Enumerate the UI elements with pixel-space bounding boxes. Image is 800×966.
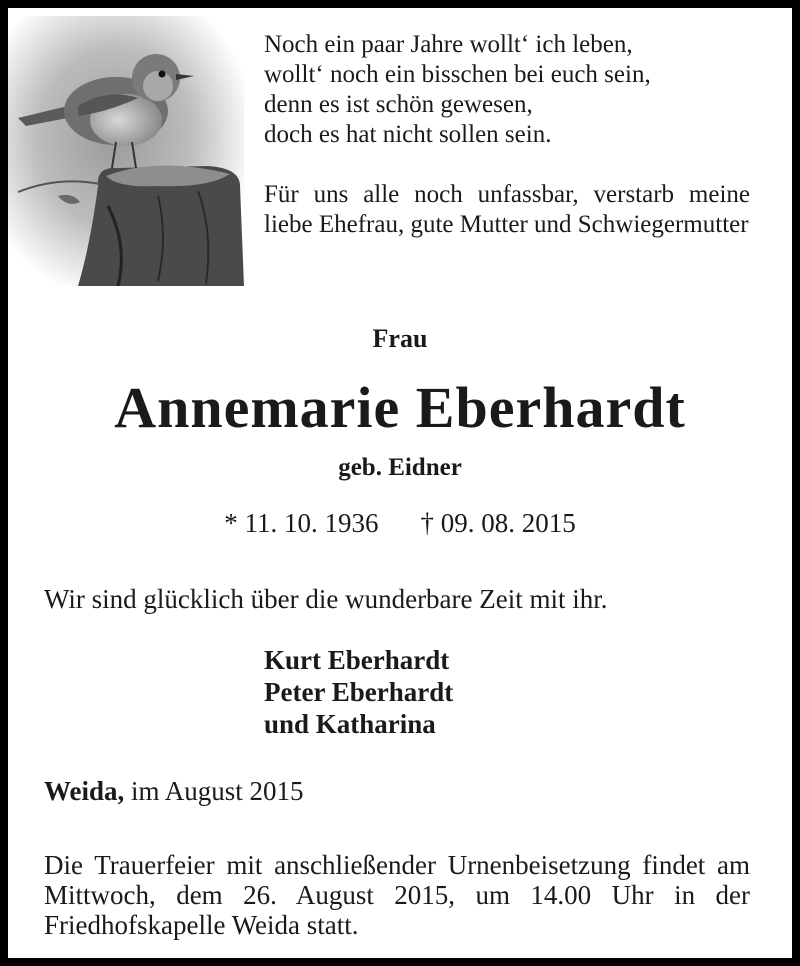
- funeral-notice: Die Trauerfeier mit anschließender Urnenbeisetzung findet am Mittwoch, dem 26. August 2015, um 14.00 Uhr in der Friedhofskapelle Weida statt.: [44, 850, 750, 940]
- place-and-date: [44, 776, 304, 807]
- deceased-name: Annemarie Eberhardt: [114, 375, 686, 440]
- obituary-notice: [8, 8, 792, 958]
- farewell-quote: Wir sind glücklich über die wunderbare Zeit mit ihr.: [44, 584, 608, 614]
- mourner-name: Peter Eberhardt: [264, 677, 454, 707]
- maiden-name: geb. Eidner: [338, 454, 462, 481]
- poem: [264, 30, 750, 240]
- poem-line: Noch ein paar Jahre wollt‘ ich leben,: [264, 31, 633, 58]
- death-date: † 09. 08. 2015: [420, 508, 576, 538]
- poem-line: denn es ist schön gewesen,: [264, 91, 533, 118]
- mourners-list: [264, 644, 453, 740]
- salutation: Frau: [372, 324, 428, 353]
- mourner-name: Kurt Eberhardt: [264, 645, 450, 675]
- poem-line: doch es hat nicht sollen sein.: [264, 121, 552, 148]
- announcement-text: Für uns alle noch unfassbar, verstarb meine liebe Ehefrau, gute Mutter und Schwiegermutter: [264, 181, 750, 238]
- mourner-name: und Katharina: [264, 709, 436, 739]
- birth-date: * 11. 10. 1936: [224, 508, 379, 538]
- life-dates: [8, 508, 792, 539]
- poem-line: wollt‘ noch ein bisschen bei euch sein,: [264, 61, 651, 88]
- robin-on-stump-icon: [8, 16, 244, 286]
- town: Weida,: [44, 776, 125, 806]
- notice-date: im August 2015: [131, 776, 304, 806]
